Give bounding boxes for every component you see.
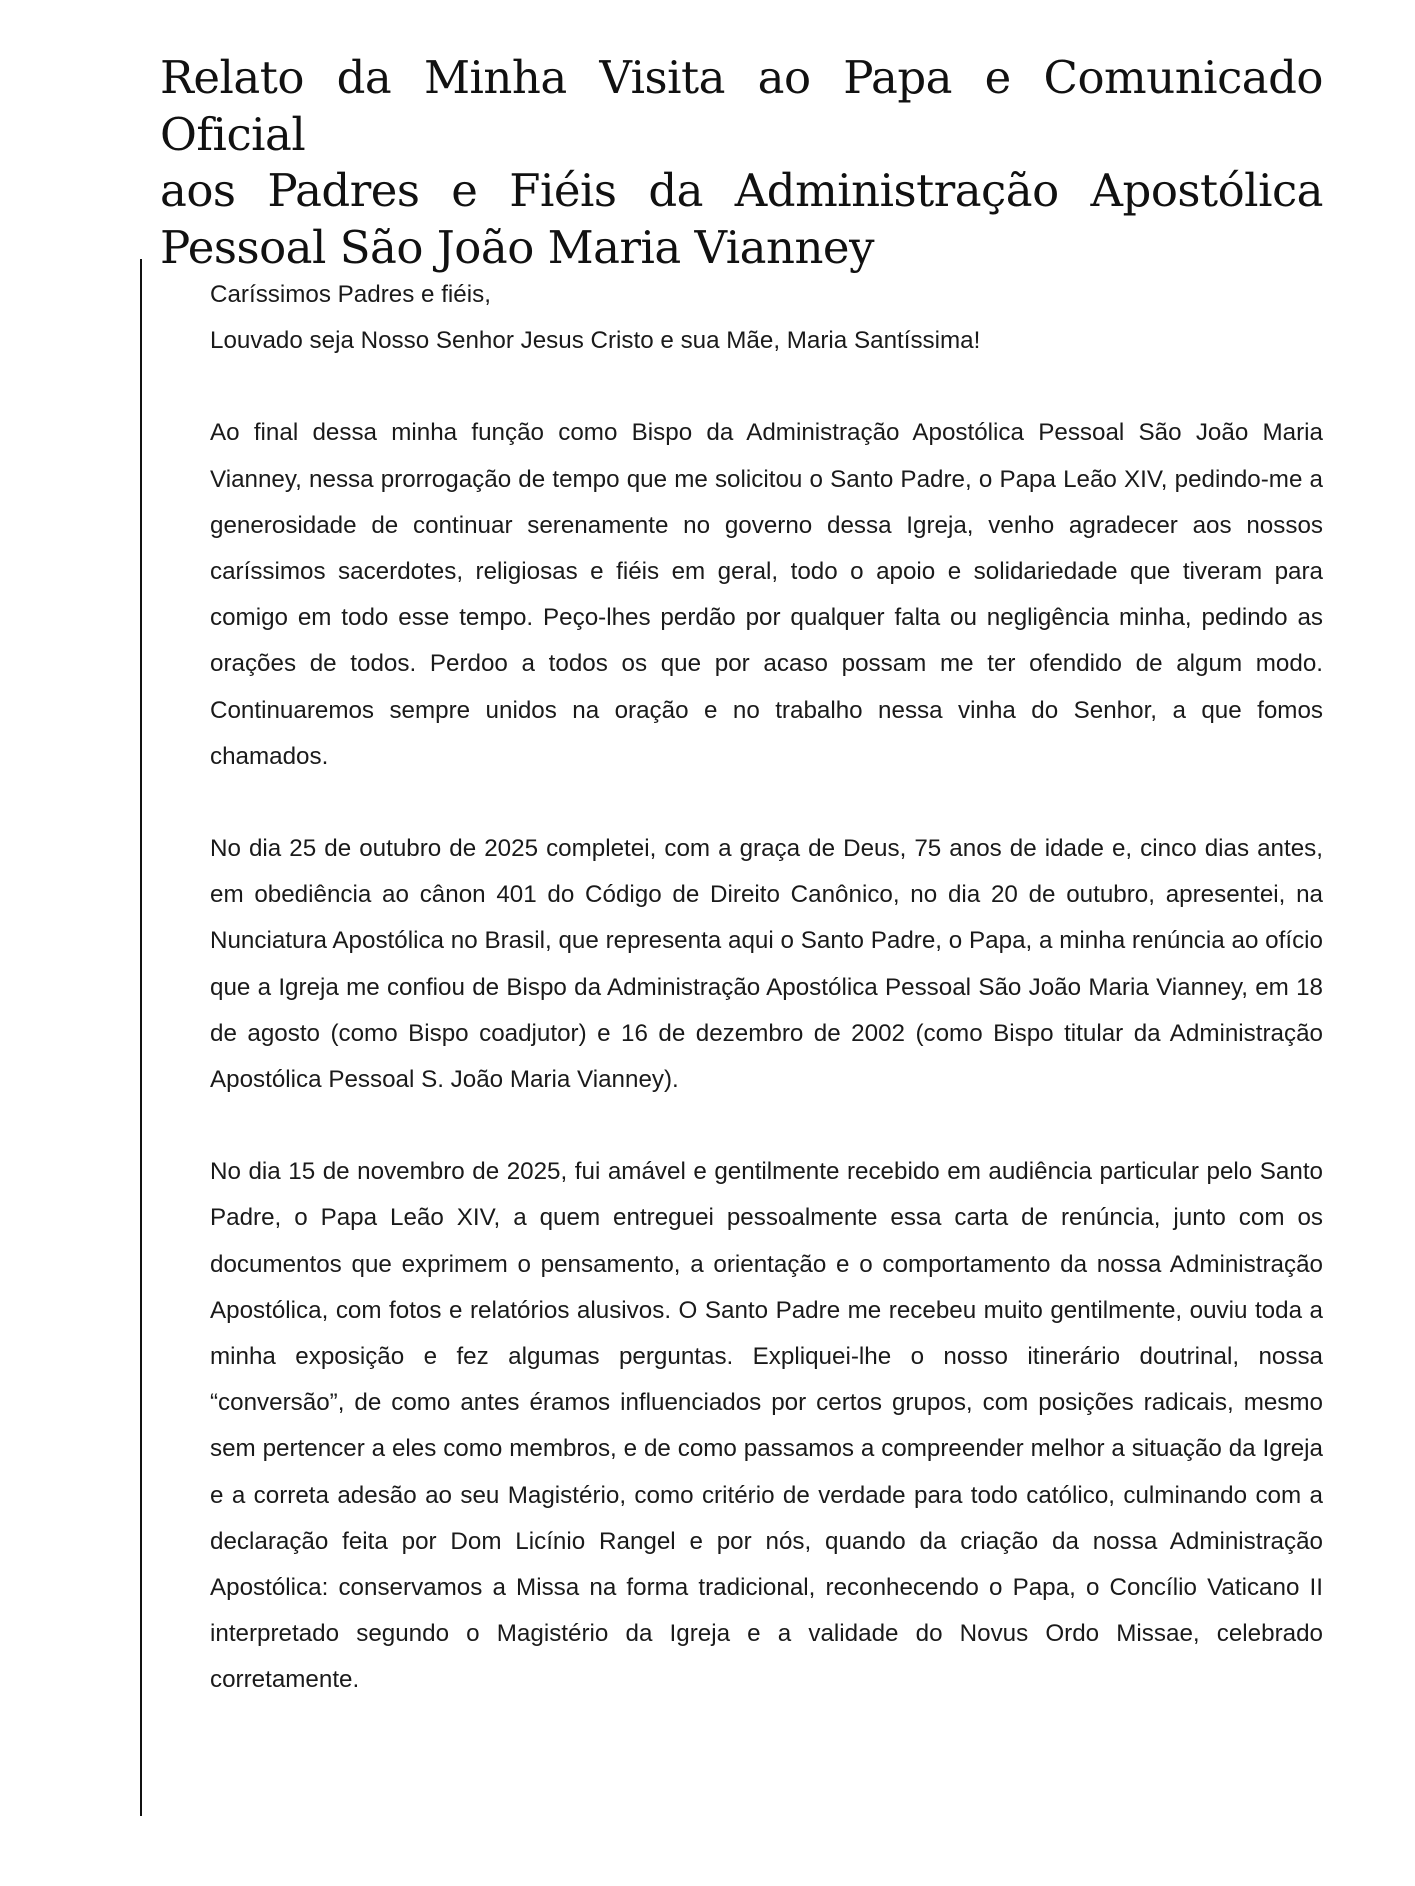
paragraph-spacer: [210, 1103, 1323, 1149]
paragraph-spacer: [210, 364, 1323, 410]
paragraph-2: No dia 25 de outubro de 2025 completei, com a graça de Deus, 75 anos de idade e, cinco dias antes, em obediência ao cânon 401 do Código de Direito Canônico, no dia 20 de outubro, apresentei, na Nunciatura Apostólica no Brasil, que representa aqui o Santo Padre, o Papa, a minha renúncia ao ofício que a Igreja me confiou de Bispo da Administração Apostólica Pessoal São João Maria Vianney, em 18 de agosto (como Bispo coadjutor) e 16 de dezembro de 2002 (como Bispo titular da Administração Apostólica Pessoal S. João Maria Vianney).: [210, 835, 1323, 1094]
letter-body: [210, 272, 1323, 1704]
title-line-3: Pessoal São João Maria Vianney: [160, 220, 874, 274]
paragraph-spacer: [210, 780, 1323, 826]
title-line-1: Relato da Minha Visita ao Papa e Comunicado Oficial: [160, 51, 1323, 161]
salutation: Louvado seja Nosso Senhor Jesus Cristo e sua Mãe, Maria Santíssima!: [210, 327, 981, 355]
greeting: Caríssimos Padres e fiéis,: [210, 281, 491, 308]
paragraph-1: Ao final dessa minha função como Bispo da Administração Apostólica Pessoal São João Maria Vianney, nessa prorrogação de tempo que me solicitou o Santo Padre, o Papa Leão XIV, pedindo-me a generosidade de continuar serenamente no governo dessa Igreja, venho agradecer aos nossos caríssimos sacerdotes, religiosas e fiéis em geral, todo o apoio e solidariedade que tiveram para comigo em todo esse tempo. Peço-lhes perdão por qualquer falta ou negligência minha, pedindo as orações de todos. Perdoo a todos os que por acaso possam me ter ofendido de algum modo. Continuaremos sempre unidos na oração e no trabalho nessa vinha do Senhor, a que fomos chamados.: [210, 419, 1323, 770]
left-vertical-rule: [140, 259, 142, 1816]
document-title: [160, 50, 1323, 276]
title-line-2: aos Padres e Fiéis da Administração Apostólica: [160, 164, 1323, 217]
paragraph-3: No dia 15 de novembro de 2025, fui amável e gentilmente recebido em audiência particular pelo Santo Padre, o Papa Leão XIV, a quem entreguei pessoalmente essa carta de renúncia, junto com os documentos que exprimem o pensamento, a orientação e o comportamento da nossa Administração Apostólica, com fotos e relatórios alusivos. O Santo Padre me recebeu muito gentilmente, ouviu toda a minha exposição e fez algumas perguntas. Expliquei-lhe o nosso itinerário doutrinal, nossa “conversão”, de como antes éramos influenciados por certos grupos, com posições radicais, mesmo sem pertencer a eles como membros, e de como passamos a compreender melhor a situação da Igreja e a correta adesão ao seu Magistério, como critério de verdade para todo católico, culminando com a declaração feita por Dom Licínio Rangel e por nós, quando da criação da nossa Administração Apostólica: conservamos a Missa na forma tradicional, reconhecendo o Papa, o Concílio Vaticano II interpretado segundo o Magistério da Igreja e a validade do Novus Ordo Missae, celebrado corretamente.: [210, 1158, 1323, 1694]
